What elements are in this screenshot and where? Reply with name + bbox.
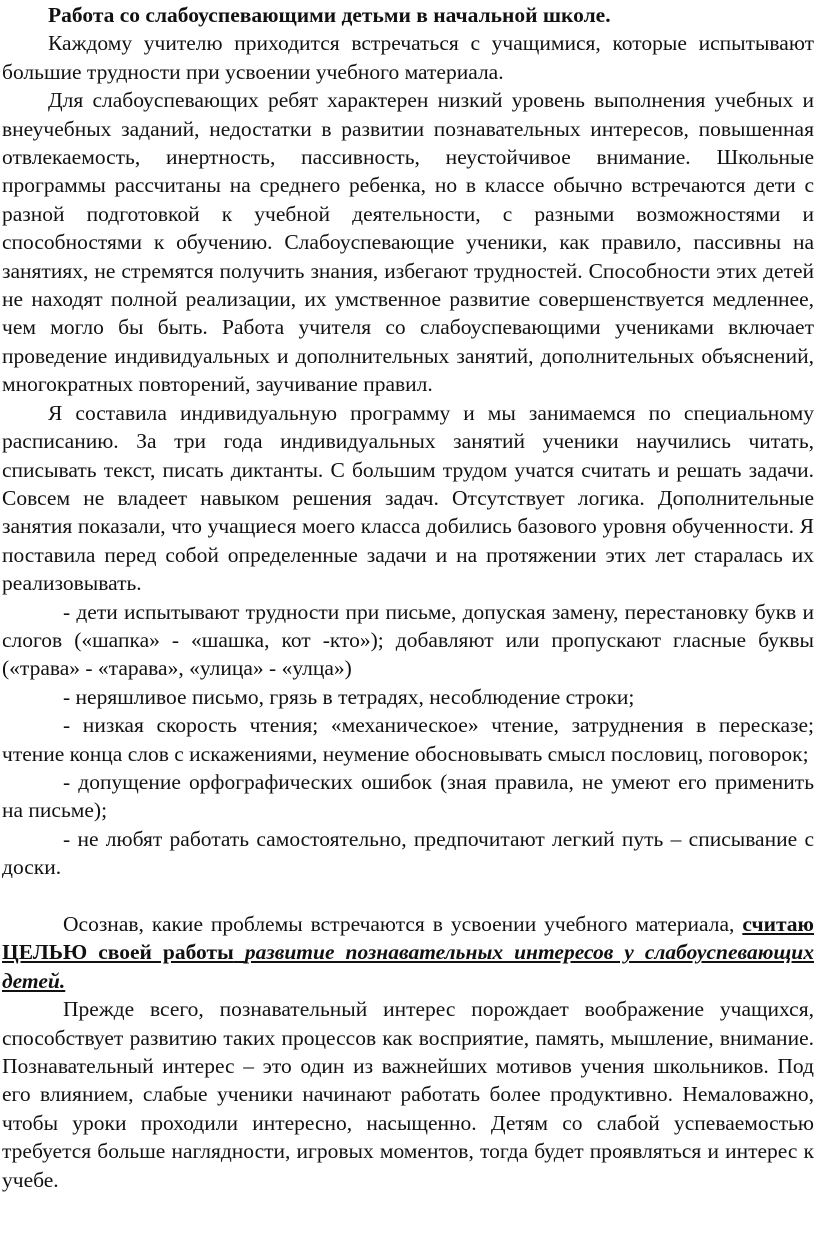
paragraph-characteristics: Для слабоуспевающих ребят характерен низкий уровень выполнения учебных и внеучебных заданий, недостатки в развитии познавательных интересов, повышенная отвлекаемость, инертность, пассивность, неустойчивое внимание. Школьные программы рассчитаны на среднего ребенка, но в классе обычно встречаются дети с разной подготовкой к учебной деятельности, с разными возможностями и способностями к обучению. Слабоуспевающие ученики, как правило, пассивны на занятиях, не стремятся получить знания, избегают трудностей. Способности этих детей не находят полной реализации, их умственное развитие совершенствуется медленнее, чем могло бы быть. Работа учителя со слабоуспевающими учениками включает проведение индивидуальных и дополнительных занятий, дополнительных объяснений, многократных повторений, заучивание правил.: [2, 88, 814, 397]
list-item-reading: - низкая скорость чтения; «механическое» чтение, затруднения в пересказе; чтение конца слов с искажениями, неумение обосновывать смысл пословиц, поговорок;: [2, 713, 814, 766]
paragraph-goal: [2, 910, 814, 995]
list-item-writing: - дети испытывают трудности при письме, допуская замену, перестановку букв и слогов («шапка» - «шашка, кот -кто»); добавляют или пропускают гласные буквы («трава» - «тарава», «улица» - «улца»): [2, 599, 814, 681]
list-item-handwriting: - неряшливое письмо, грязь в тетрадях, несоблюдение строки;: [63, 684, 635, 709]
goal-italic-text: развитие познавательных интересов у слабоуспевающих детей.: [2, 940, 815, 993]
paragraph-program: Я составила индивидуальную программу и мы занимаемся по специальному расписанию. За три года индивидуальных занятий ученики научились читать, списывать текст, писать диктанты. С большим трудом учатся считать и решать задачи. Совсем не владеет навыком решения задач. Отсутствует логика. Дополнительные занятия показали, что учащиеся моего класса добились базового уровня обученности. Я поставила перед собой определенные задачи и на протяжении этих лет старалась их реализовывать.: [2, 400, 814, 596]
goal-intro: Осознав, какие проблемы встречаются в усвоении учебного материала: [63, 911, 730, 936]
goal-space: [234, 940, 245, 964]
list-item-spelling: - допущение орфографических ошибок (зная правила, не умеют его применить на письме);: [2, 769, 814, 823]
goal-bold-text: считаю ЦЕЛЬЮ своей работы: [2, 911, 814, 965]
list-item-independence: - не любят работать самостоятельно, предпочитают легкий путь – списывание с доски.: [2, 826, 814, 880]
document-title: Работа со слабоуспевающими детьми в начальной школе.: [48, 3, 611, 27]
paragraph-intro: Каждому учителю приходится встречаться с учащимися, которые испытывают большие трудности при усвоении учебного материала.: [2, 31, 814, 84]
blank-line: [2, 882, 814, 910]
goal-comma: ,: [729, 911, 743, 936]
paragraph-cognitive-interest: Прежде всего, познавательный интерес порождает воображение учащихся, способствует развитию таких процессов как восприятие, память, мышление, внимание. Познавательный интерес – это один из важнейших мотивов учения школьников. Под его влиянием, слабые ученики начинают работать более продуктивно. Немаловажно, чтобы уроки проходили интересно, насыщенно. Детям со слабой успеваемостью требуется больше наглядности, игровых моментов, тогда будет проявляться и интерес к учебе.: [2, 997, 814, 1192]
